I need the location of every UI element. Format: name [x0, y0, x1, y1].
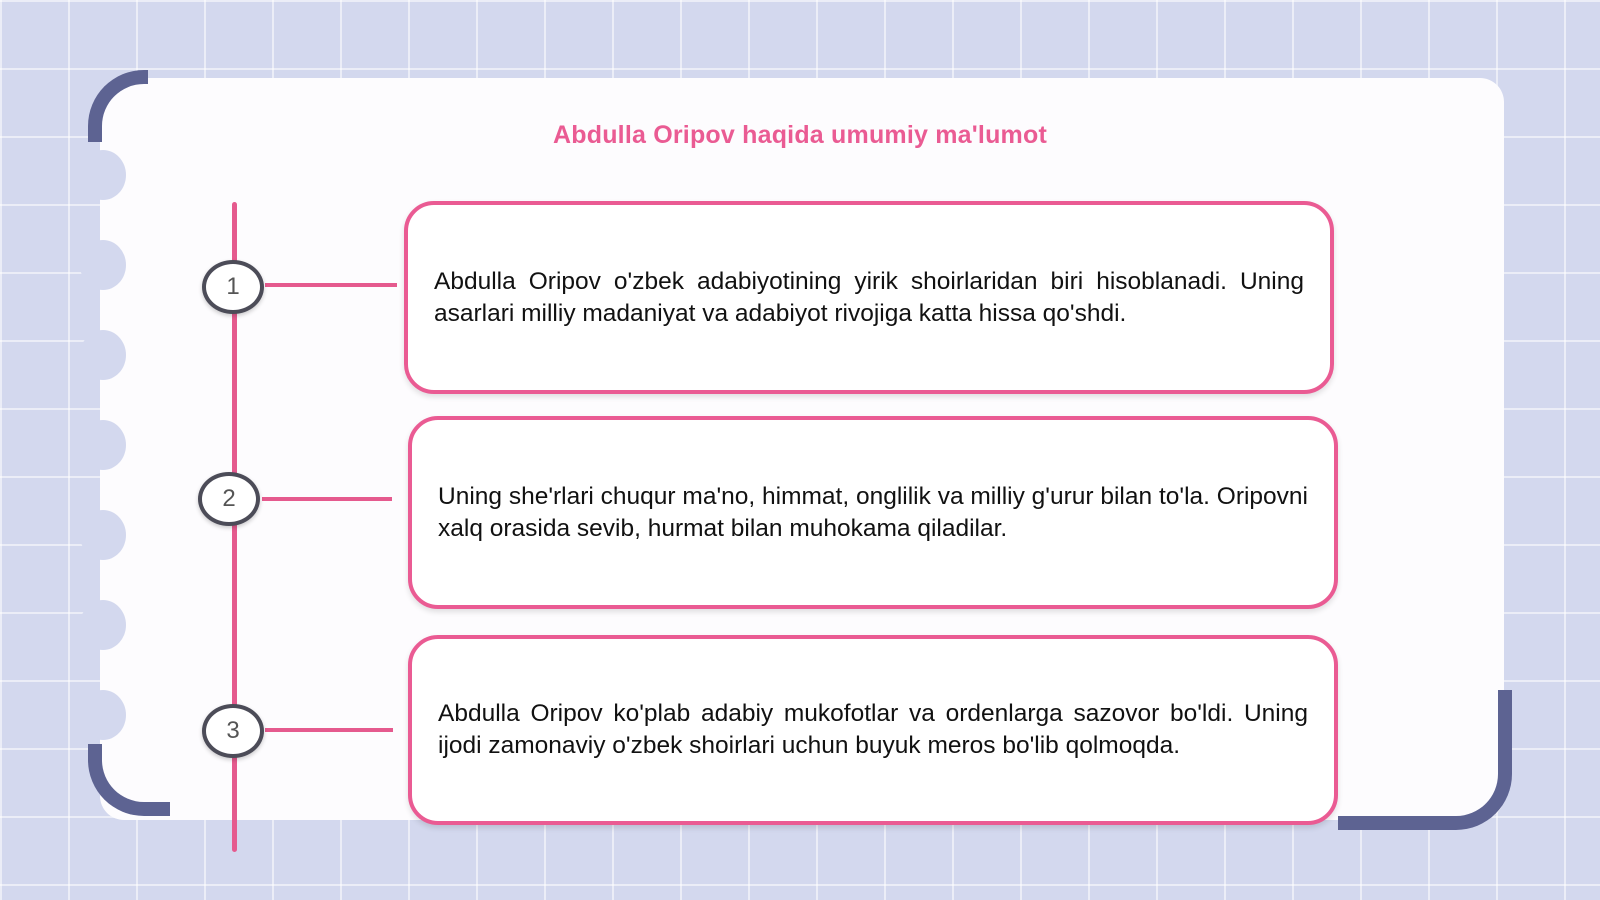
step-number-1: 1 [202, 260, 264, 314]
paper-edge-notch [80, 510, 126, 560]
paper-edge-notch [80, 330, 126, 380]
info-card-1 [404, 201, 1334, 394]
paper-edge-notch [80, 690, 126, 740]
timeline-connector [265, 728, 393, 732]
step-number-3: 3 [202, 704, 264, 758]
info-card-text: Uning she'rlari chuqur ma'no, himmat, onglilik va milliy g'urur bilan to'la. Oripovni xalq orasida sevib, hurmat bilan muhokama qiladilar. [438, 482, 1308, 542]
paper-edge-notch [80, 150, 126, 200]
paper-edge-notch [80, 240, 126, 290]
info-card-3 [408, 635, 1338, 825]
step-number-2: 2 [198, 472, 260, 526]
slide-title: Abdulla Oripov haqida umumiy ma'lumot [553, 121, 1047, 149]
info-card-text: Abdulla Oripov o'zbek adabiyotining yirik shoirlaridan biri hisoblanadi. Uning asarlari milliy madaniyat va adabiyot rivojiga katta hissa qo'shdi. [434, 267, 1304, 327]
paper-edge-notch [80, 600, 126, 650]
timeline-connector [262, 497, 392, 501]
timeline-connector [265, 283, 397, 287]
frame-corner-top-left [88, 70, 148, 142]
info-card-2 [408, 416, 1338, 609]
info-card-text: Abdulla Oripov ko'plab adabiy mukofotlar va ordenlarga sazovor bo'ldi. Uning ijodi zamonaviy o'zbek shoirlari uchun buyuk meros bo'lib qolmoqda. [438, 700, 1308, 759]
paper-edge-notch [80, 420, 126, 470]
frame-corner-bottom-right [1338, 690, 1512, 830]
frame-corner-bottom-left [88, 744, 170, 816]
